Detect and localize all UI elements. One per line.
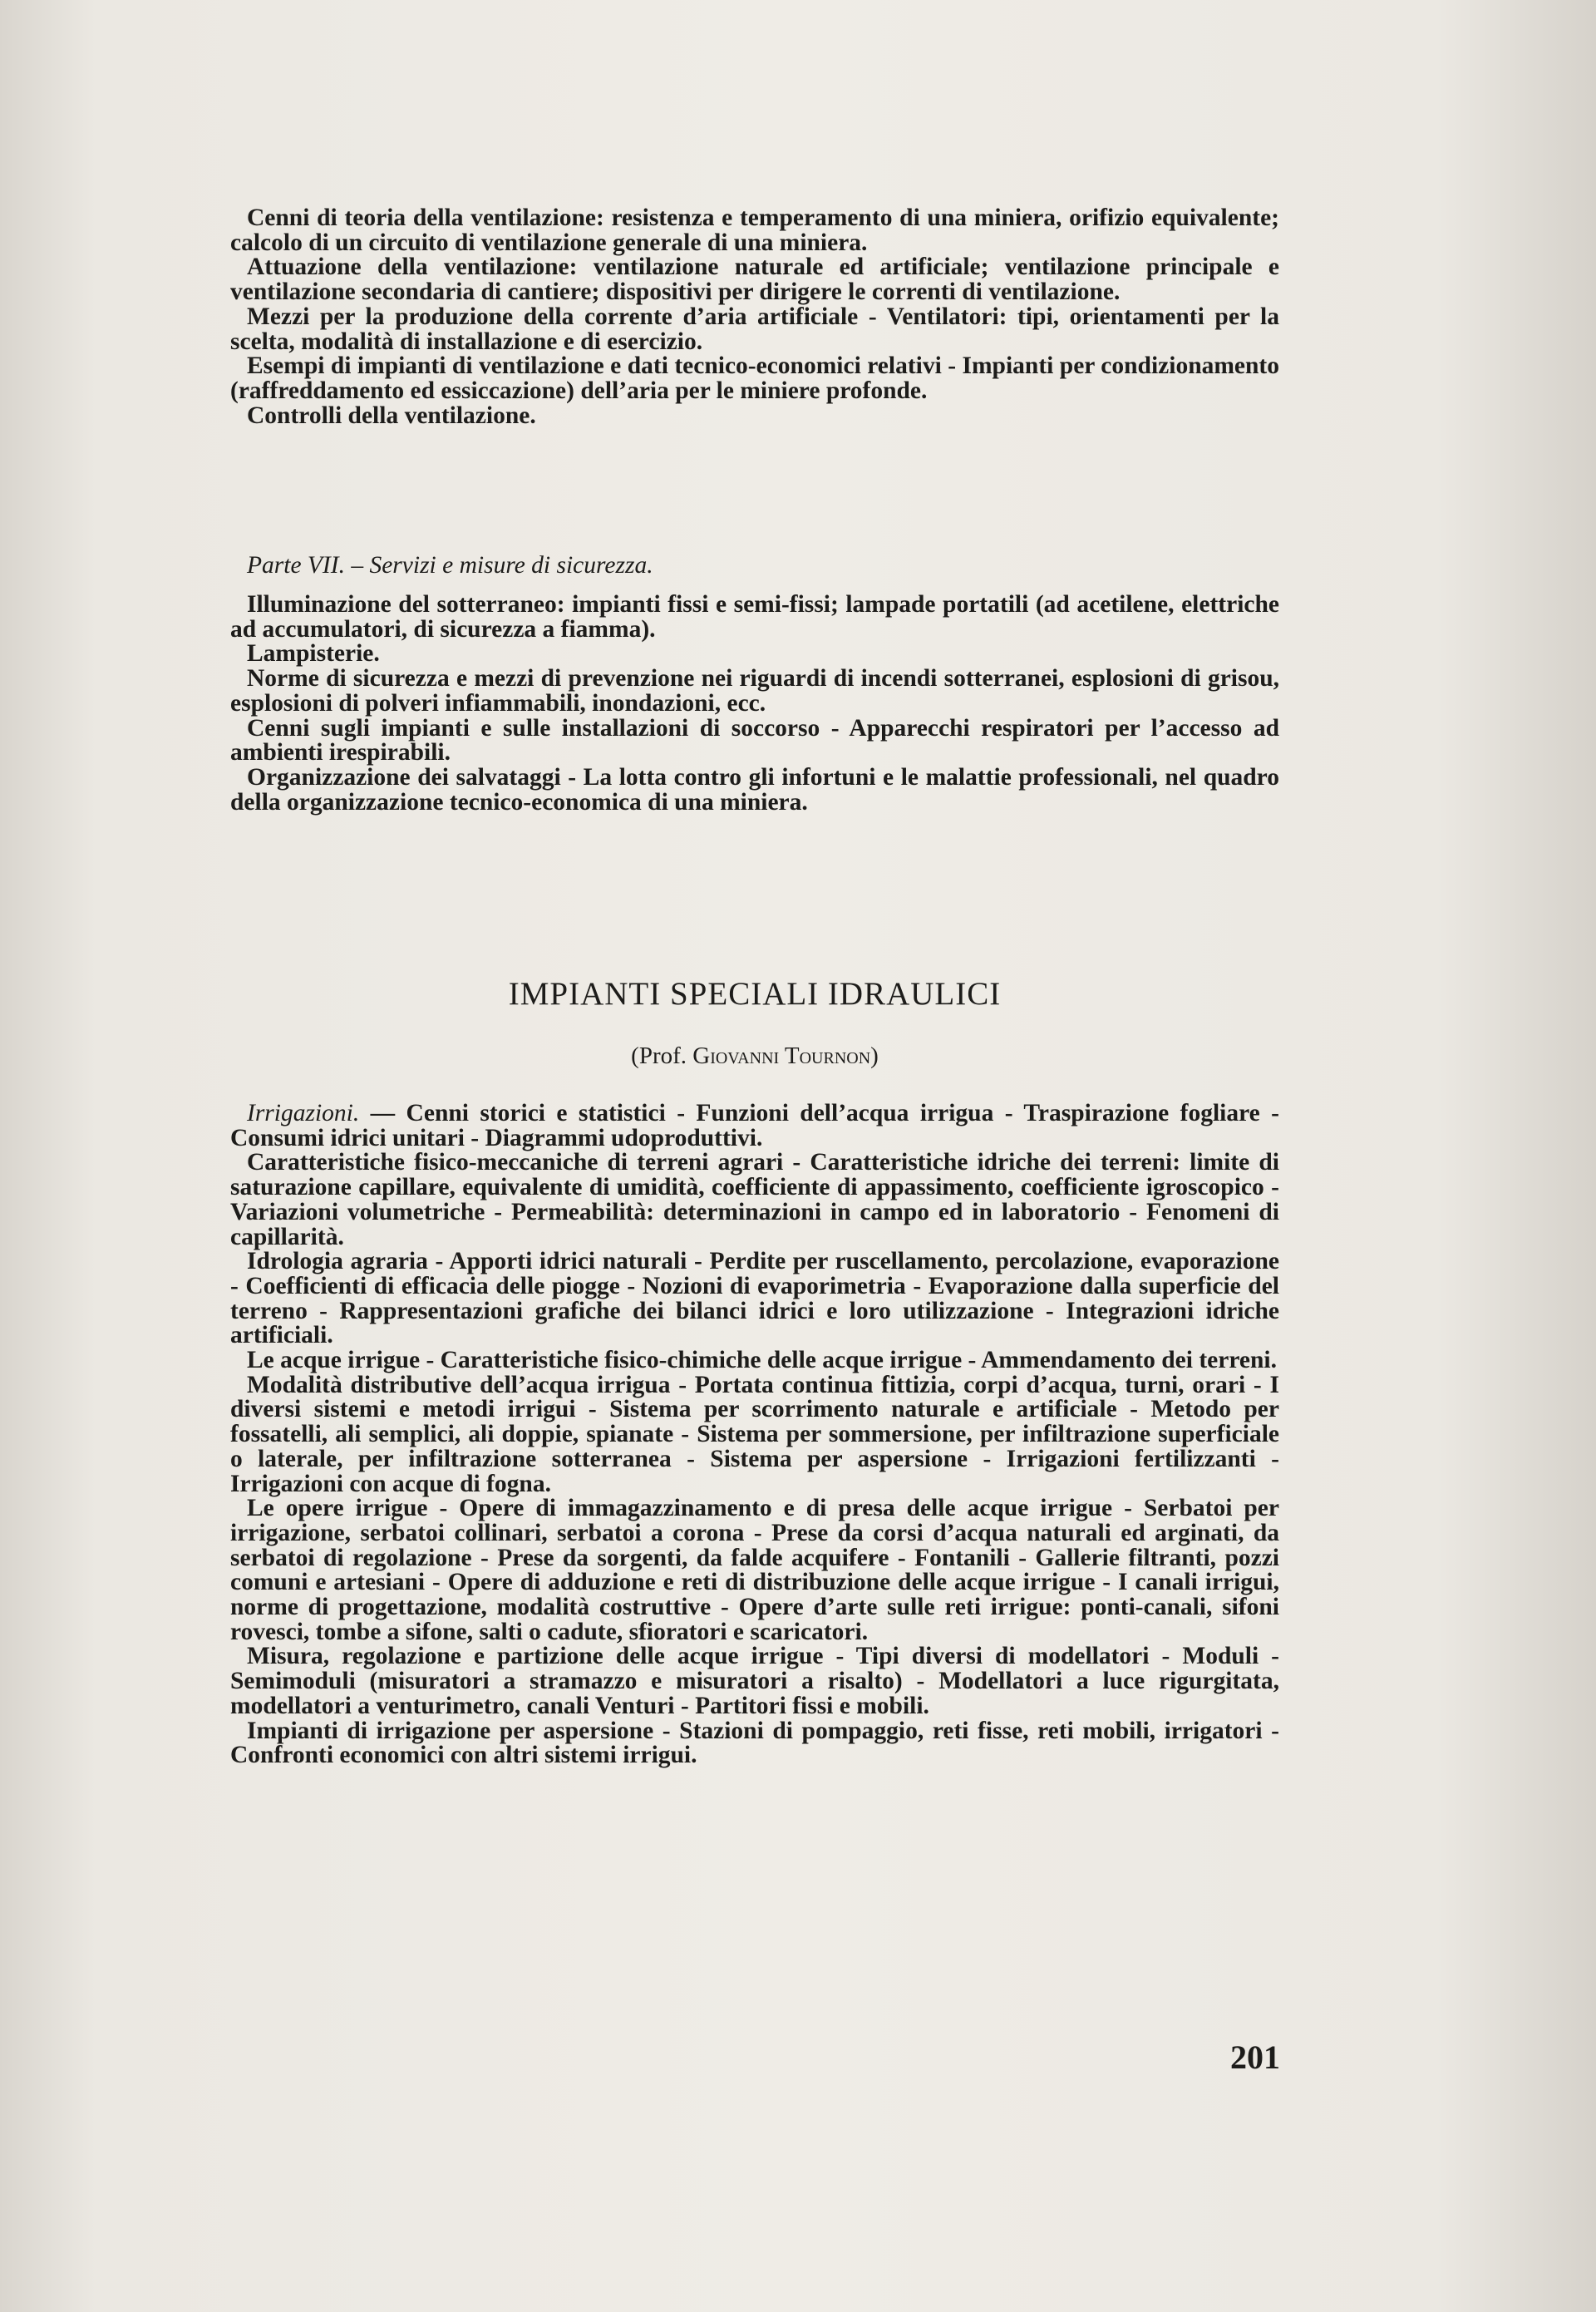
paragraph: Le acque irrigue - Caratteristiche fisico-chimiche delle acque irrigue - Ammendamento dei terreni. <box>247 1347 1277 1374</box>
paragraph-irrigazioni <box>230 1102 1279 1151</box>
paragraph: Modalità distributive dell’acqua irrigua - Portata continua fittizia, corpi d’acqua, turni, orari - I diversi sistemi e metodi irrigui - Sistema per scorrimento naturale e artificiale - Metodo per fossatelli, ali semplici, ali doppie, spianate - Sistema per sommersione, per infiltrazione superficiale o laterale, per infiltrazione sotterranea - Sistema per aspersione - Irrigazioni fertilizzanti - Irrigazioni con acque di fogna. <box>230 1371 1279 1497</box>
paragraph: Impianti di irrigazione per aspersione - Stazioni di pompaggio, reti fisse, reti mobili, irrigatori - Confronti economici con altri sistemi irrigui. <box>230 1717 1279 1769</box>
part-heading: Parte VII. – Servizi e misure di sicurezza. <box>247 552 653 579</box>
irrigation-section <box>230 1102 1279 1768</box>
paragraph: Le opere irrigue - Opere di immagazzinamento e di presa delle acque irrigue - Serbatoi per irrigazione, serbatoi collinari, serbatoi a corona - Prese da corsi d’acqua naturali ed arginati, da serbatoi di regolazione - Prese da sorgenti, da falde acquifere - Fontanili - Gallerie filtranti, pozzi comuni e artesiani - Opere di adduzione e reti di distribuzione delle acque irrigue - I canali irrigui, norme di progettazione, modalità costruttive - Opere d’arte sulle reti irrigue: ponti-canali, sifoni rovesci, tombe a sifone, salti o cadute, sfioratori e scaricatori. <box>230 1495 1279 1645</box>
section-author <box>230 1042 1279 1070</box>
author-suffix: ) <box>870 1043 879 1069</box>
part-vii-heading-block <box>230 554 1279 579</box>
paragraph: Lampisterie. <box>247 640 380 668</box>
safety-section <box>230 593 1279 815</box>
author-prefix: (Prof. <box>631 1043 693 1069</box>
paragraph: Mezzi per la produzione della corrente d’aria artificiale - Ventilatori: tipi, orientamenti per la scelta, modalità di installazione e di esercizio. <box>230 303 1279 355</box>
paragraph: Misura, regolazione e partizione delle acque irrigue - Tipi diversi di modellatori - Moduli - Semimoduli (misuratori a stramazzo e misuratori a risalto) - Modellatori a luce rigurgitata, modellatori a venturimetro, canali Venturi - Partitori fissi e mobili. <box>230 1643 1279 1719</box>
page-number: 201 <box>1230 2038 1280 2076</box>
paragraph: Organizzazione dei salvataggi - La lotta contro gli infortuni e le malattie professionali, nel quadro della organizzazione tecnico-economica di una miniera. <box>230 763 1279 816</box>
paragraph: Attuazione della ventilazione: ventilazione naturale ed artificiale; ventilazione principale e ventilazione secondaria di cantiere; dispositivi per dirigere le correnti di ventilazione. <box>230 254 1279 306</box>
paragraph: Idrologia agraria - Apporti idrici naturali - Perdite per ruscellamento, percolazione, evaporazione - Coefficienti di efficacia delle piogge - Nozioni di evaporimetria - Evaporazione dalla superficie del terreno - Rappresentazioni grafiche dei bilanci idrici e loro utilizzazione - Integrazioni idriche artificiali. <box>230 1248 1279 1349</box>
paragraph: Cenni di teoria della ventilazione: resistenza e temperamento di una miniera, orifizio equivalente; calcolo di un circuito di ventilazione generale di una miniera. <box>230 205 1279 256</box>
paragraph: Controlli della ventilazione. <box>247 402 536 429</box>
paragraph: Norme di sicurezza e mezzi di prevenzione nei riguardi di incendi sotterranei, esplosioni di grisou, esplosioni di polveri infiammabili, inondazioni, ecc. <box>230 665 1279 717</box>
irrigazioni-lead: Irrigazioni. <box>247 1100 360 1126</box>
irrigazioni-text: — Cenni storici e statistici - Funzioni dell’acqua irrigua - Traspirazione fogliare - Consumi idrici unitari - Diagrammi udoproduttivi. <box>230 1100 1279 1151</box>
paragraph: Esempi di impianti di ventilazione e dati tecnico-economici relativi - Impianti per condizionamento (raffreddamento ed essiccazione) dell’aria per le miniere profonde. <box>230 352 1279 404</box>
paragraph: Caratteristiche fisico-meccaniche di terreni agrari - Caratteristiche idriche dei terreni: limite di saturazione capillare, equivalente di umidità, coefficiente di appassimento, coefficiente igroscopico - Variazioni volumetriche - Permeabilità: determinazioni in campo ed in laboratorio - Fenomeni di capillarità. <box>230 1149 1279 1250</box>
paragraph: Illuminazione del sotterraneo: impianti fissi e semi-fissi; lampade portatili (ad acetilene, elettriche ad accumulatori, di sicurezza a fiamma). <box>230 591 1279 643</box>
author-name: Giovanni Tournon <box>692 1043 871 1069</box>
ventilation-section <box>230 206 1279 428</box>
paragraph: Cenni sugli impianti e sulle installazioni di soccorso - Apparecchi respiratori per l’accesso ad ambienti irespirabili. <box>230 714 1279 767</box>
section-title: IMPIANTI SPECIALI IDRAULICI <box>508 976 1002 1012</box>
